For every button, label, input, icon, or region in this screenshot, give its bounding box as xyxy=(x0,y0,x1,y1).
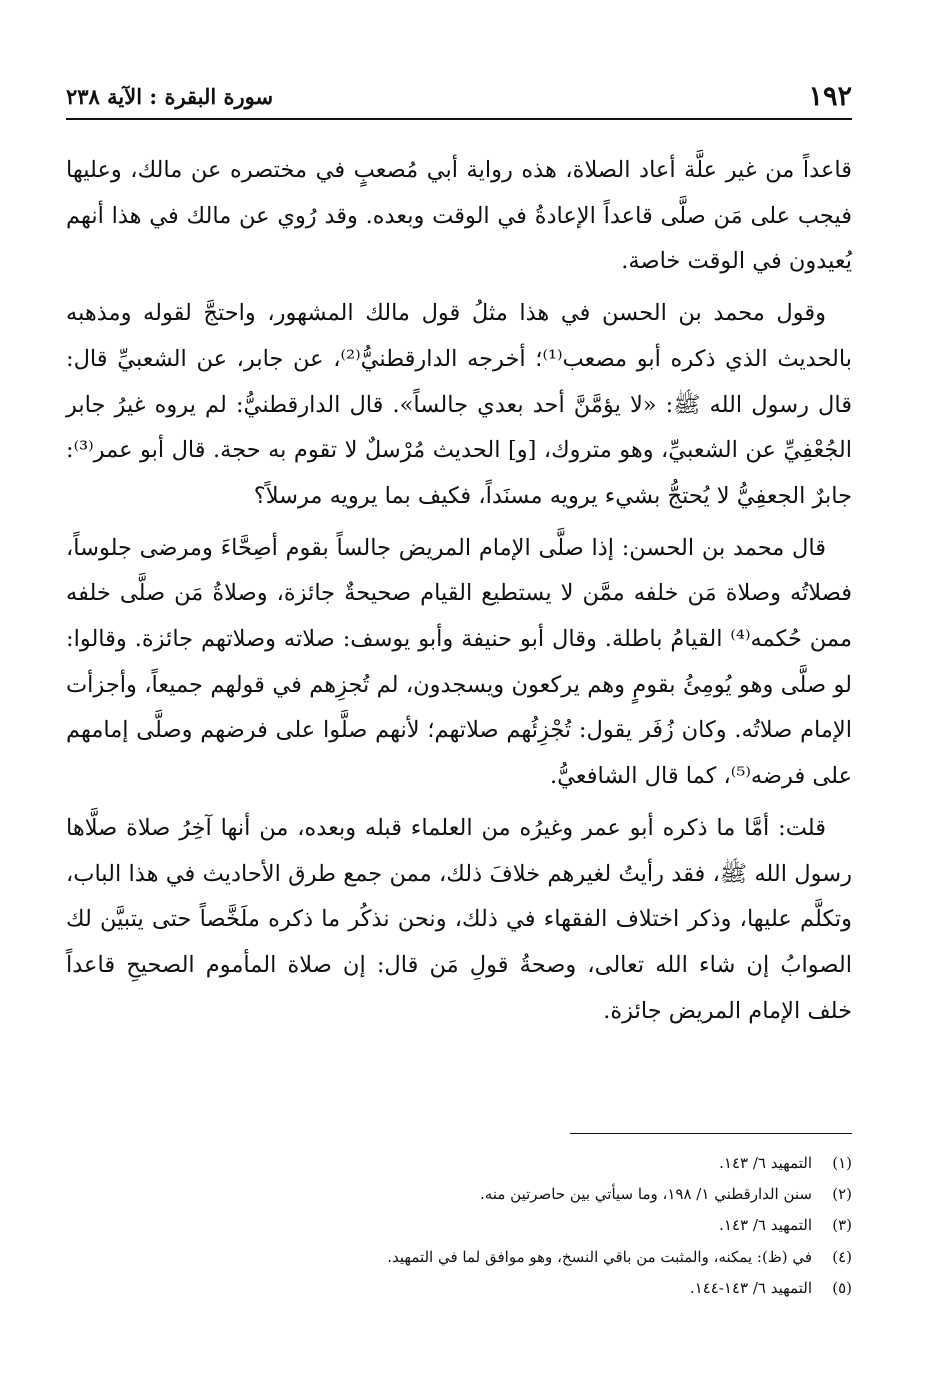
paragraph: وقول محمد بن الحسن في هذا مثلُ قول مالك المشهور، واحتجَّ لقوله ومذهبه بالحديث الذي ذكره أبو مصعب⁽¹⁾؛ أخرجه الدارقطنيُّ⁽²⁾، عن جابر، عن الشعبيِّ قال: قال رسول الله ﷺ: «لا يؤمَّنَّ أحد بعدي جالساً». قال الدارقطنيُّ: لم يروه غيرُ جابر الجُعْفِيِّ عن الشعبيِّ، وهو متروك، [و] الحديث مُرْسلٌ لا تقوم به حجة. قال أبو عمر⁽³⁾: جابرٌ الجعفِيُّ لا يُحتجُّ بشيء يرويه مسنَداً، فكيف بما يرويه مرسلاً؟ xyxy=(66,300,852,509)
header-rule xyxy=(66,118,852,120)
paragraph: قال محمد بن الحسن: إذا صلَّى الإمام المريض جالساً بقوم أصِحَّاءَ ومرضى جلوساً، فصلاتُه وصلاة مَن خلفه ممَّن لا يستطيع القيام صحيحةٌ جائزة، وصلاةُ مَن صلَّى خلفه ممن حُكمه⁽⁴⁾ القيامُ باطلة. وقال أبو حنيفة وأبو يوسف: صلاته وصلاتهم جائزة. وقالوا: لو صلَّى وهو يُومِئُ بقومٍ وهم يركعون ويسجدون، لم تُجزِهم في قولهم جميعاً، وأجزأت الإمام صلاتُه. وكان زُفَر يقول: تُجْزِئُهم صلاتهم؛ لأنهم صلَّوا على فرضهم وصلَّى إمامهم على فرضه⁽⁵⁾، كما قال الشافعيُّ. xyxy=(66,534,852,790)
footnote-text: التمهيد ٦/ ١٤٣-١٤٤. xyxy=(689,1278,812,1297)
footnote-rule xyxy=(570,1133,852,1134)
footnote-text: سنن الدارقطني ١/ ١٩٨، وما سيأتي بين حاصرتين منه. xyxy=(480,1185,812,1204)
page-header xyxy=(66,74,852,114)
footnote xyxy=(66,1179,852,1210)
footnote xyxy=(66,1210,852,1241)
paragraph: قلت: أمَّا ما ذكره أبو عمر وغيرُه من العلماء قبله وبعده، من أنها آخِرُ صلاة صلَّاها رسول الله ﷺ، فقد رأيتُ لغيرهم خلافَ ذلك، ممن جمع طرق الأحاديث في هذا الباب، وتكلَّم عليها، وذكر اختلاف الفقهاء في ذلك، ونحن نذكُر ما ذكره ملَخَّصاً حتى يتبيَّن لك الصوابُ إن شاء الله تعالى، وصحةُ قولِ مَن قال: إن صلاة المأموم الصحيحِ قاعداً خلف الإمام المريض جائزة. xyxy=(66,814,852,1024)
footnotes xyxy=(66,1148,852,1304)
footnote-mark: (٣) xyxy=(832,1216,852,1235)
footnote-mark: (١) xyxy=(832,1154,852,1172)
footnote-text: التمهيد ٦/ ١٤٣. xyxy=(719,1216,812,1235)
footnote-mark: (٥) xyxy=(832,1278,852,1297)
footnote xyxy=(66,1242,852,1273)
footnote-text: في (ظ): يمكنه، والمثبت من باقي النسخ، وهو موافق لما في التمهيد. xyxy=(387,1247,812,1266)
footnote-mark: (٢) xyxy=(832,1185,852,1204)
running-title: سورة البقرة : الآية ٢٣٨ xyxy=(66,84,274,109)
footnote xyxy=(66,1273,852,1304)
page-number: ١٩٢ xyxy=(808,81,852,112)
footnote-mark: (٤) xyxy=(832,1247,852,1266)
main-text xyxy=(66,148,852,1040)
footnote xyxy=(66,1148,852,1179)
footnote-text: التمهيد ٦/ ١٤٣. xyxy=(719,1154,812,1172)
paragraph: قاعداً من غير علَّة أعاد الصلاة، هذه رواية أبي مُصعبٍ في مختصره عن مالك، وعليها فيجب على مَن صلَّى قاعداً الإعادةُ في الوقت وبعده. وقد رُوي عن مالك في هذا أنهم يُعيدون في الوقت خاصة. xyxy=(66,157,852,275)
